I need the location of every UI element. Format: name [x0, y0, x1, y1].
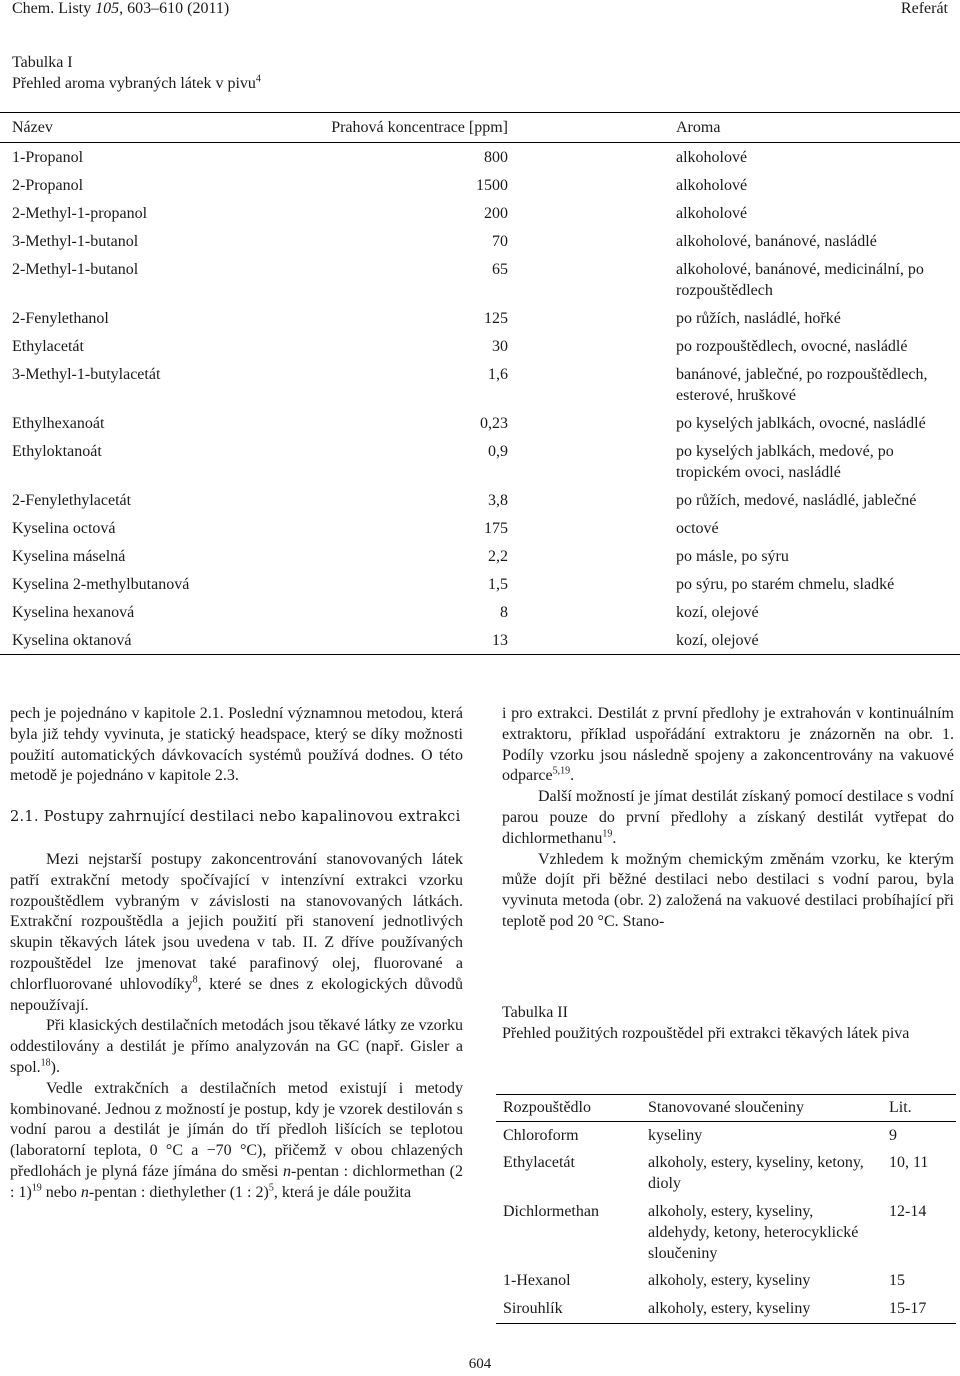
table-cell: po kyselých jablkách, ovocné, nasládlé	[676, 414, 926, 432]
table2-caption	[502, 1002, 954, 1044]
paragraph: Při klasických destilačních metodách jsou těkavé látky ze vzorku oddestilovány a destilát je přímo analyzován na GC (např. Gisler a spol.$^{18}$).	[10, 1017, 463, 1076]
table2	[496, 1094, 956, 1324]
paragraph: Vzhledem k možným chemickým změnám vzorku, ke kterým může dojít při běžné destilaci nebo destilaci s vodní parou, byla vyvinuta metoda (obr. 2) založená na vakuové destilaci probíhající při teplotě pod 20 °C. Stano-	[502, 850, 954, 930]
right-column	[502, 704, 954, 933]
table-cell: po sýru, po starém chmelu, sladké	[676, 575, 895, 593]
table-cell: 0,9	[488, 442, 508, 460]
table-cell: 70	[492, 232, 508, 250]
table1-header-threshold: Prahová koncentrace [ppm]	[268, 113, 518, 143]
table-cell: Kyselina octová	[12, 519, 116, 537]
table-row	[0, 437, 960, 486]
table-row	[496, 1268, 956, 1296]
table-row	[0, 409, 960, 437]
table-cell: 2-Methyl-1-propanol	[12, 204, 148, 222]
table-cell: kozí, olejové	[518, 626, 960, 655]
table-cell: Kyselina 2-methylbutanová	[12, 575, 190, 593]
table-cell: 2-Propanol	[12, 176, 84, 194]
table1-title: Přehled aroma vybraných látek v pivu$^4$	[12, 73, 261, 92]
table2-header-lit: Lit.	[882, 1095, 956, 1122]
table-row	[0, 542, 960, 570]
table-cell: 30	[492, 337, 508, 355]
table-cell: Kyselina hexanová	[12, 603, 135, 621]
table1-reference: 4	[255, 73, 261, 85]
table-cell: 65	[492, 260, 508, 278]
table-cell: 3-Methyl-1-butylacetát	[12, 365, 161, 383]
journal-volume: 105	[95, 0, 120, 17]
table-cell: 125	[484, 309, 508, 327]
table1	[0, 112, 960, 655]
table2-header-row	[496, 1095, 956, 1122]
table-cell: 1,5	[488, 575, 508, 593]
table-cell: 0,23	[480, 414, 508, 432]
table-cell: 1-Propanol	[12, 148, 84, 166]
table-cell: po kyselých jablkách, medové, po tropickém ovoci, nasládlé	[676, 442, 894, 481]
table-cell: 175	[484, 519, 508, 537]
paragraph: i pro extrakci. Destilát z první předlohy je extrahován v kontinuálním extraktoru, příklad uspořádání extraktoru je znázorněn na obr. 1. Podíly vzorku jsou následně spojeny a zakoncentrovány na vakuové odparce$^{5,19}$.	[502, 705, 954, 785]
table2-title: Přehled použitých rozpouštědel při extrakci těkavých látek piva	[502, 1025, 910, 1042]
table-cell: Kyselina máselná	[12, 547, 126, 565]
running-header	[0, 0, 960, 22]
journal-citation: Chem. Listy 105, 603–610 (2011)	[12, 0, 230, 17]
table-cell: alkoholové	[676, 148, 748, 166]
table1-header-row	[0, 113, 960, 143]
section-label: Referát	[900, 0, 948, 17]
table-cell: Ethyloktanoát	[12, 442, 102, 460]
table-cell: alkoholové, banánové, medicinální, po rozpouštědlech	[676, 260, 924, 299]
table-cell: Ethylhexanoát	[12, 414, 105, 432]
table-cell: alkoholové	[676, 176, 748, 194]
table-cell: 2-Fenylethanol	[12, 309, 109, 327]
table-row	[0, 626, 960, 655]
table-row	[496, 1198, 956, 1268]
table-row	[0, 171, 960, 199]
table-cell: 15	[889, 1272, 905, 1289]
table-cell: alkoholy, estery, kyseliny, aldehydy, ketony, heterocyklické sloučeniny	[648, 1202, 859, 1262]
table1-number: Tabulka I	[12, 54, 73, 71]
table-cell: alkoholy, estery, kyseliny, ketony, dioly	[648, 1154, 864, 1192]
paragraph: pech je pojednáno v kapitole 2.1. Poslední významnou metodou, která byla již tehdy vyvinuta, je statický headspace, který se díky možnosti použití automatických dávkovacích systémů používá dodnes. O této metodě je pojednáno v kapitole 2.3.	[10, 705, 463, 785]
table-row	[496, 1150, 956, 1199]
table-cell: octové	[676, 519, 719, 537]
table-row	[0, 255, 960, 304]
table-cell: alkoholy, estery, kyseliny	[648, 1272, 811, 1289]
table1-caption	[12, 52, 261, 94]
table-cell: 13	[268, 626, 518, 655]
table-cell: po rozpouštědlech, ovocné, nasládlé	[676, 337, 908, 355]
table-cell: 9	[889, 1126, 897, 1144]
table-cell: 2,2	[488, 547, 508, 565]
table-row	[496, 1122, 956, 1150]
table-cell: Chloroform	[503, 1126, 579, 1144]
table-cell: 800	[484, 148, 508, 166]
table-row	[0, 304, 960, 332]
table1-header-name: Název	[0, 113, 268, 143]
table-cell: 2-Methyl-1-butanol	[12, 260, 139, 278]
table-row	[496, 1295, 956, 1323]
page-number: 604	[468, 1356, 492, 1372]
table-cell: 3-Methyl-1-butanol	[12, 232, 139, 250]
section-heading-2-1: 2.1. Postupy zahrnující destilaci nebo kapalinovou extrakci	[10, 809, 461, 826]
table-cell: 1500	[476, 176, 508, 194]
table-cell: banánové, jablečné, po rozpouštědlech, esterové, hruškové	[676, 365, 928, 404]
paragraph: Další možností je jímat destilát získaný pomocí destilace s vodní parou pouze do první předlohy a získaný destilát vytřepat do dichlormethanu$^{19}$.	[502, 788, 954, 847]
table-cell: 12-14	[889, 1202, 927, 1220]
table-cell: 15-17	[882, 1295, 956, 1323]
table2-header-compounds: Stanovované sloučeniny	[641, 1095, 882, 1122]
paragraph: Mezi nejstarší postupy zakoncentrování stanovovaných látek patří extrakční metody spočívající v intenzívní extrakci vzorku rozpouštědlem vybraným v závislosti na stanovovaných látkách. Extrakční rozpouštědla a jejich použití při stanovení jednotlivých skupin těkavých látek jsou uvedena v tab. II. Z dříve používaných rozpouštědel lze jmenovat také parafinový olej, fluorované a chlorfluorované uhlovodíky$^8$, které se dnes z ekologických důvodů nepoužívají.	[10, 850, 463, 1014]
table-row	[0, 227, 960, 255]
table-cell: kyseliny	[648, 1126, 703, 1144]
table-cell: Ethylacetát	[12, 337, 84, 355]
table-cell: po másle, po sýru	[676, 547, 789, 565]
table-row	[0, 486, 960, 514]
table2-header-solvent: Rozpouštědlo	[496, 1095, 641, 1122]
table-row	[0, 360, 960, 409]
table-cell: 8	[500, 603, 508, 621]
table-cell: Dichlormethan	[503, 1202, 599, 1220]
paragraph: Vedle extrakčních a destilačních metod existují i metody kombinované. Jednou z možností je postup, kdy je vzorek destilován s vodní parou a destilát je jímán do tří předloh lišících se teplotou (laboratorní teplota, 0 °C a −70 °C), přičemž v obou chlazených předlohách je plyná fáze jímána do směsi n-pentan : dichlormethan (2 : 1)$^{19}$ nebo n-pentan : diethylether (1 : 2)$^5$, která je dále použita	[10, 1079, 463, 1201]
table-cell: 1,6	[488, 365, 508, 383]
table-row	[0, 514, 960, 542]
table-cell: 10, 11	[889, 1154, 929, 1171]
table2-number: Tabulka II	[502, 1004, 568, 1021]
table-cell: alkoholové, banánové, nasládlé	[676, 232, 877, 250]
table-row	[0, 570, 960, 598]
table-cell: 1-Hexanol	[503, 1272, 571, 1289]
table-cell: po růžích, medové, nasládlé, jablečné	[676, 491, 917, 509]
table-cell: alkoholové	[676, 204, 748, 222]
table-row	[0, 332, 960, 360]
table-cell: Ethylacetát	[503, 1154, 575, 1171]
table-row	[0, 143, 960, 172]
table-cell: Kyselina oktanová	[0, 626, 268, 655]
table-cell: 3,8	[488, 491, 508, 509]
table-row	[0, 598, 960, 626]
table-cell: kozí, olejové	[676, 603, 759, 621]
table-cell: alkoholy, estery, kyseliny	[641, 1295, 882, 1323]
table-cell: Sirouhlík	[496, 1295, 641, 1323]
table-row	[0, 199, 960, 227]
left-column	[10, 704, 463, 1204]
table-cell: po růžích, nasládlé, hořké	[676, 309, 841, 327]
table-cell: 2-Fenylethylacetát	[12, 491, 132, 509]
table1-header-aroma: Aroma	[518, 113, 960, 143]
table-cell: 200	[484, 204, 508, 222]
